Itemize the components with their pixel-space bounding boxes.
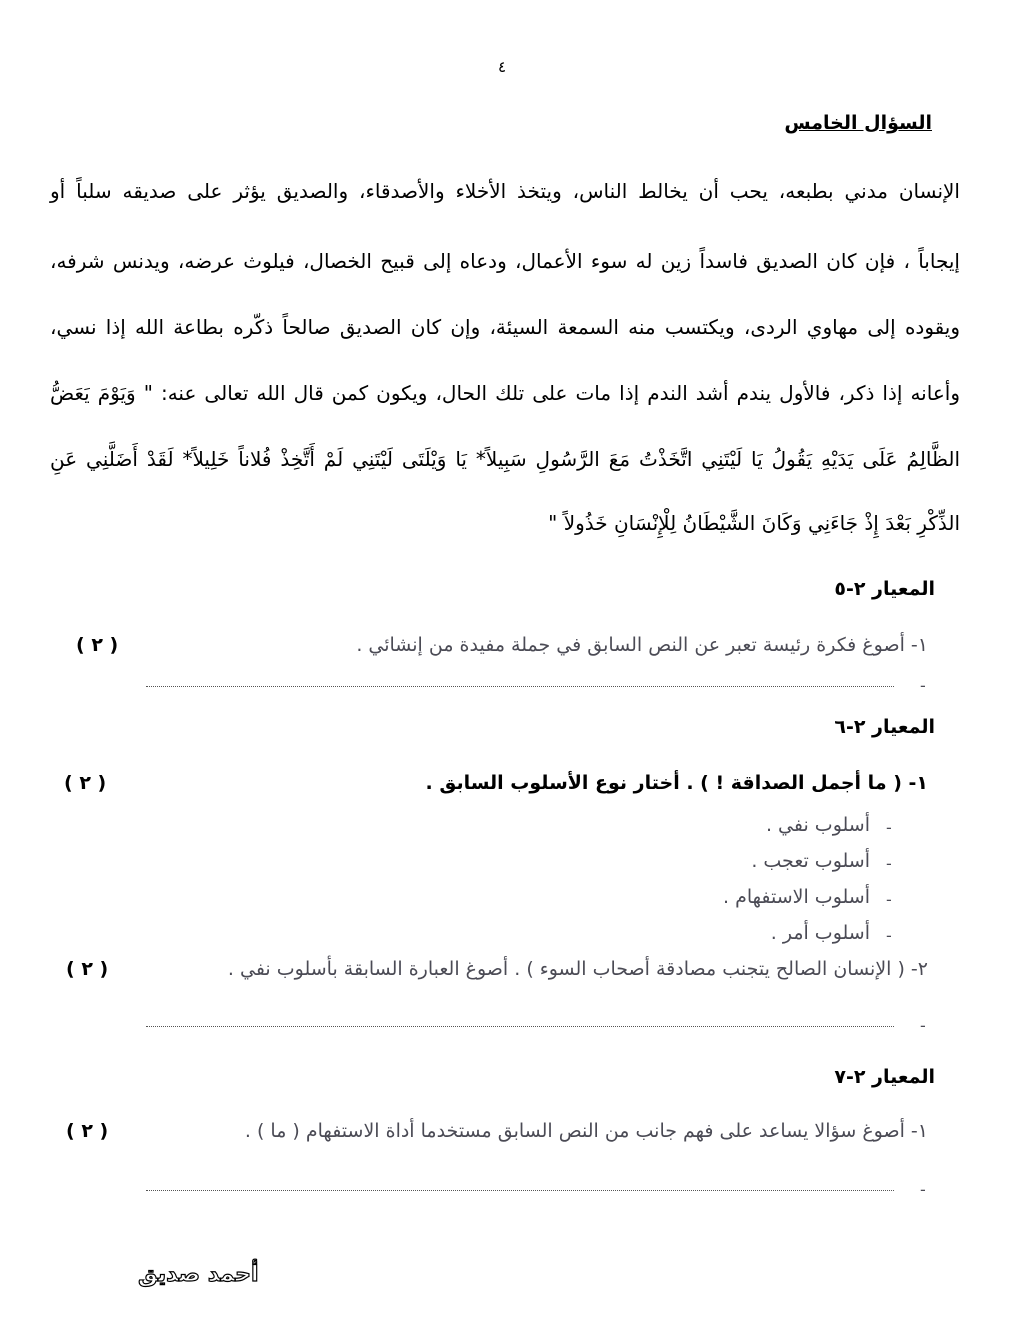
question-score: ( ٢ ) [66,1120,109,1142]
option-item[interactable]: أسلوب أمر . [770,922,870,944]
question-score: ( ٢ ) [64,772,107,794]
answer-line[interactable] [146,1026,894,1027]
answer-dash: - [920,676,926,695]
question-text: ١- أصوغ سؤالا يساعد على فهم جانب من النص السابق مستخدما أداة الاستفهام ( ما ) . [244,1120,928,1142]
page-number: ٤ [497,58,507,76]
option-dash: - [886,854,892,873]
answer-line[interactable] [146,1190,894,1191]
option-dash: - [886,890,892,909]
option-item[interactable]: أسلوب تعجب . [751,850,870,872]
passage-line: إيجاباً ، فإن كان الصديق فاسداً زين له سوء الأعمال، ودعاه إلى قبيح الخصال، فيلوث عرضه، ويدنس شرفه، [50,249,960,273]
standard-heading: المعيار ٢-٥ [834,578,935,600]
question-text: ١- ( ما أجمل الصداقة ! ) . أختار نوع الأسلوب السابق . [425,772,928,794]
answer-dash: - [920,1016,926,1035]
passage-line: وأعانه إذا ذكر، فالأول يندم أشد الندم إذا مات على تلك الحال، ويكون كمن قال الله تعالى عنه: " وَيَوْمَ يَعَضُّ [50,381,960,405]
option-item[interactable]: أسلوب الاستفهام . [723,886,870,908]
answer-line[interactable] [146,686,894,687]
question-score: ( ٢ ) [76,634,119,656]
passage-line: الذِّكْرِ بَعْدَ إِذْ جَاءَنِي وَكَانَ الشَّيْطَانُ لِلْإِنْسَانِ خَذُولاً " [548,511,960,535]
section-title: السؤال الخامس [784,112,932,134]
passage-line: الإنسان مدني بطبعه، يحب أن يخالط الناس، ويتخذ الأخلاء والأصدقاء، والصديق يؤثر على صديقه سلباً أو [50,179,960,203]
option-dash: - [886,926,892,945]
standard-heading: المعيار ٢-٧ [834,1066,935,1088]
author-signature: أحمد صديق [138,1262,259,1287]
passage-line: الظَّالِمُ عَلَى يَدَيْهِ يَقُولُ يَا لَيْتَنِي اتَّخَذْتُ مَعَ الرَّسُولِ سَبِيلاً* يَا وَيْلَتَى لَيْتَنِي لَمْ أَتَّخِذْ فُلاناً خَلِيلاً* لَقَدْ أَضَلَّنِي عَنِ [50,447,960,471]
option-item[interactable]: أسلوب نفي . [765,814,870,836]
question-text: ١- أصوغ فكرة رئيسة تعبر عن النص السابق في جملة مفيدة من إنشائي . [356,634,928,656]
question-text: ٢- ( الإنسان الصالح يتجنب مصادقة أصحاب السوء ) . أصوغ العبارة السابقة بأسلوب نفي . [227,958,928,980]
standard-heading: المعيار ٢-٦ [834,716,935,738]
question-score: ( ٢ ) [66,958,109,980]
answer-dash: - [920,1180,926,1199]
passage-line: ويقوده إلى مهاوي الردى، ويكتسب منه السمعة السيئة، وإن كان الصديق صالحاً ذكّره بطاعة الله إذا نسي، [50,315,960,339]
option-dash: - [886,818,892,837]
